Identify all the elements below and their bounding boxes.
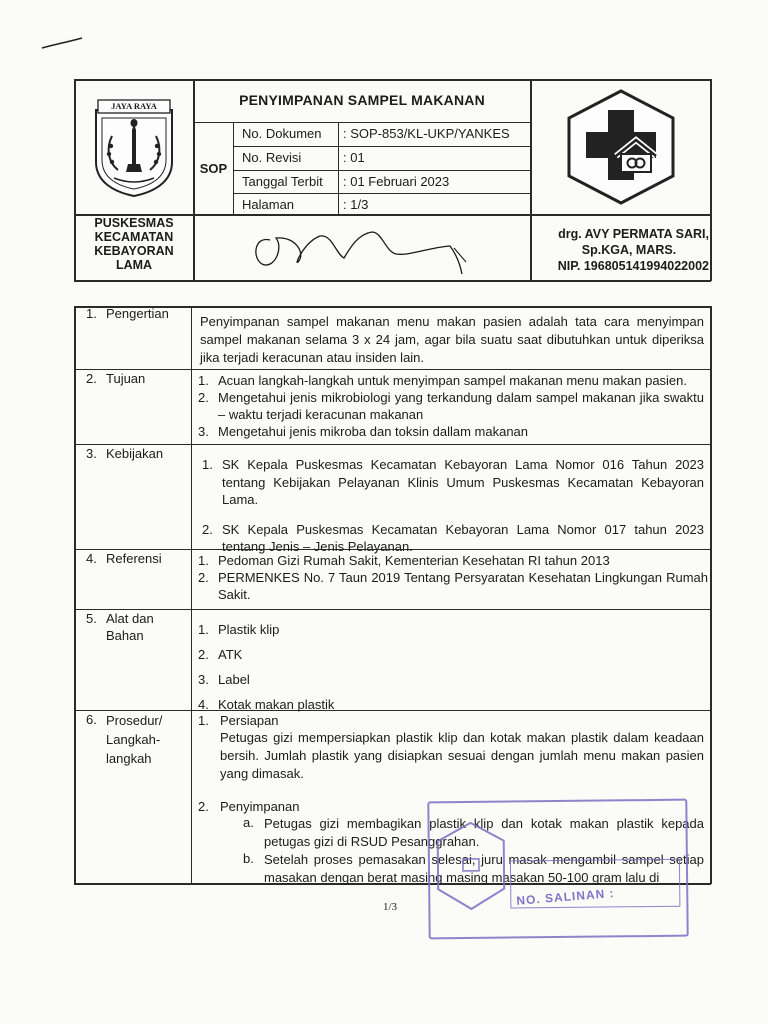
sop-label: SOP xyxy=(199,161,228,176)
substep-marker: b. xyxy=(243,851,254,866)
pen-mark xyxy=(38,32,86,54)
list-item: 3. Mengetahui jenis mikroba dan toksin dallam makanan xyxy=(198,424,529,439)
stamp-emblem xyxy=(431,819,510,916)
section-number: 6. xyxy=(86,712,97,727)
section-label: Prosedur/ xyxy=(106,713,163,728)
step-number: 1. xyxy=(198,713,209,728)
list-item: 2. Mengetahui jenis mikrobiologi yang terkandung dalam sampel makanan jika swaktu – waktu terjadi keracunan makanan xyxy=(198,390,704,422)
objectives-list xyxy=(198,372,704,440)
list-item: 2. SK Kepala Puskesmas Kecamatan Kebayoran Lama Nomor 017 tahun 2023 tentang Jenis – Jenis Pelayanan. xyxy=(202,521,704,554)
substep-text: Setelah proses pemasakan selesai, juru masak mengambil sampel setiap masakan dengan berat masing masing masakan 50-100 gram lalu di xyxy=(264,852,704,885)
list-item: 2. ATK xyxy=(198,647,243,662)
field-label-revision: No. Revisi xyxy=(242,150,302,165)
org-name-line: KECAMATAN xyxy=(94,230,174,244)
signer-nip: NIP. 196805141994022002 xyxy=(557,259,709,273)
section-label: Bahan xyxy=(106,628,144,643)
page-number: 1/3 xyxy=(383,901,398,913)
section-number: 2. xyxy=(86,371,97,386)
substep-text: Petugas gizi membagikan plastik klip dan kotak makan plastik kepada petugas gizi di RSUD Pesanggrahan. xyxy=(264,816,704,849)
field-label-page: Halaman xyxy=(242,197,295,212)
logo-banner-text: JAYA RAYA xyxy=(111,101,157,111)
signer-block xyxy=(531,226,709,274)
org-name-line: LAMA xyxy=(115,258,153,272)
field-value-doc-number: : SOP-853/KL-UKP/YANKES xyxy=(343,126,510,141)
section-number: 3. xyxy=(86,446,97,461)
puskesmas-logo xyxy=(561,88,681,206)
field-value-page: : 1/3 xyxy=(343,197,369,212)
step-title: Persiapan xyxy=(220,713,279,728)
section-label: Referensi xyxy=(106,551,162,566)
section-number: 5. xyxy=(86,611,97,626)
section-label: langkah xyxy=(106,751,152,766)
step-text: Petugas gizi mempersiapkan plastik klip dan kotak makan plastik dalam keadaan bersih. Jumlah plastik yang disiapkan sesuai dengan jumlah menu makan pasien yang dimasak. xyxy=(220,730,704,781)
org-name xyxy=(75,216,193,272)
document-title: PENYIMPANAN SAMPEL MAKANAN xyxy=(239,92,485,108)
section-number: 4. xyxy=(86,551,97,566)
section-label: Alat dan xyxy=(106,611,154,626)
list-item: 1. Acuan langkah-langkah untuk menyimpan sampel makanan menu makan pasien. xyxy=(198,373,688,388)
signer-name: drg. AVY PERMATA SARI, xyxy=(558,227,709,241)
step-title: Penyimpanan xyxy=(220,799,300,814)
field-value-revision: : 01 xyxy=(343,150,365,165)
signature xyxy=(240,218,490,278)
list-item: 1. Plastik klip xyxy=(198,622,280,637)
references-list xyxy=(198,552,708,603)
section-label: Kebijakan xyxy=(106,446,164,461)
field-label-issue-date: Tanggal Terbit xyxy=(242,174,323,189)
section-label: Langkah- xyxy=(106,732,161,747)
list-item: 2. PERMENKES No. 7 Taun 2019 Tentang Persyaratan Kesehatan Lingkungan Rumah Sakit. xyxy=(198,570,708,602)
tools-list xyxy=(198,617,498,717)
section-label: Tujuan xyxy=(106,371,146,386)
document-stamp xyxy=(427,799,688,940)
list-item: 3. Label xyxy=(198,672,250,687)
step-number: 2. xyxy=(198,799,209,814)
stamp-salinan: NO. SALINAN : xyxy=(515,886,616,908)
org-name-line: PUSKESMAS xyxy=(94,216,174,230)
definition-text: Penyimpanan sampel makanan menu makan pasien adalah tata cara menyimpan sampel makanan selama 3 x 24 jam, agar bila suatu saat dibutuhkan untuk diperiksa jika terjadi keracunan atau insiden lain. xyxy=(200,314,704,365)
org-name-line: KEBAYORAN xyxy=(94,244,174,258)
substep-marker: a. xyxy=(243,815,254,830)
list-item: 1. Pedoman Gizi Rumah Sakit, Kementerian Kesehatan RI tahun 2013 xyxy=(198,553,610,568)
jaya-raya-logo xyxy=(84,96,184,200)
section-number: 1. xyxy=(86,306,97,321)
field-label-doc-number: No. Dokumen xyxy=(242,126,322,141)
section-label: Pengertian xyxy=(106,306,169,321)
list-item: 1. SK Kepala Puskesmas Kecamatan Kebayoran Lama Nomor 016 Tahun 2023 tentang Kebijakan Pelayanan Klinis Umum Puskesmas Kecamatan Kebayoran Lama. xyxy=(202,457,704,507)
policy-list xyxy=(202,456,704,556)
signer-title: Sp.KGA, MARS. xyxy=(581,243,677,257)
field-value-issue-date: : 01 Februari 2023 xyxy=(343,174,450,189)
list-item: 4. Kotak makan plastik xyxy=(198,697,335,712)
